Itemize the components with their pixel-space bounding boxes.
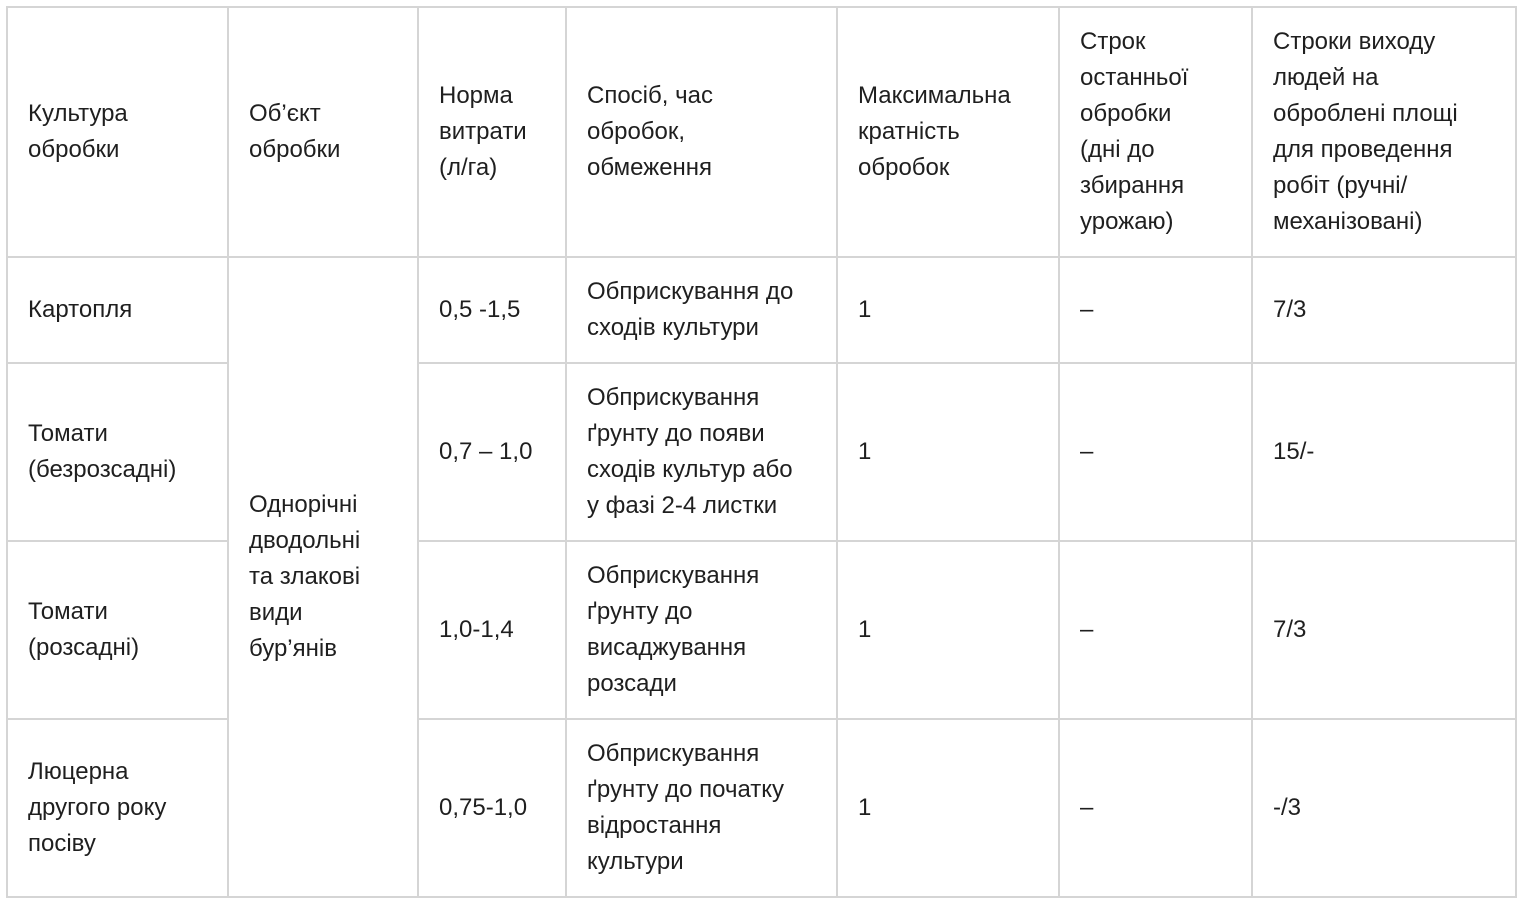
- cell-rate: 0,5 -1,5: [418, 257, 566, 363]
- cell-exit-terms: 15/-: [1252, 363, 1516, 541]
- header-exit-terms: Строки виходу людей на оброблені площі для проведення робіт (ручні/ механізовані): [1252, 7, 1516, 257]
- header-object: Об’єкт обробки: [228, 7, 418, 257]
- cell-method: Обприскування ґрунту до висаджування розсади: [566, 541, 837, 719]
- header-method: Спосіб, час обробок, обмеження: [566, 7, 837, 257]
- header-culture: Культура обробки: [7, 7, 228, 257]
- cell-culture: Картопля: [7, 257, 228, 363]
- cell-culture: Томати (розсадні): [7, 541, 228, 719]
- cell-max-treatments: 1: [837, 541, 1059, 719]
- header-last-treatment: Строк останньої обробки (дні до збирання урожаю): [1059, 7, 1252, 257]
- cell-object-shared: Однорічні дводольні та злакові види бур’янів: [228, 257, 418, 897]
- cell-rate: 1,0-1,4: [418, 541, 566, 719]
- herbicide-application-table: [6, 6, 1517, 898]
- cell-exit-terms: 7/3: [1252, 257, 1516, 363]
- cell-culture: Люцерна другого року посіву: [7, 719, 228, 897]
- cell-rate: 0,75-1,0: [418, 719, 566, 897]
- cell-last-treatment: –: [1059, 363, 1252, 541]
- cell-exit-terms: 7/3: [1252, 541, 1516, 719]
- header-rate: Норма витрати (л/га): [418, 7, 566, 257]
- cell-last-treatment: –: [1059, 541, 1252, 719]
- cell-max-treatments: 1: [837, 257, 1059, 363]
- cell-exit-terms: -/3: [1252, 719, 1516, 897]
- header-max-treatments: Максимальна кратність обробок: [837, 7, 1059, 257]
- cell-rate: 0,7 – 1,0: [418, 363, 566, 541]
- cell-max-treatments: 1: [837, 719, 1059, 897]
- cell-max-treatments: 1: [837, 363, 1059, 541]
- cell-culture: Томати (безрозсадні): [7, 363, 228, 541]
- cell-last-treatment: –: [1059, 257, 1252, 363]
- cell-method: Обприскування ґрунту до появи сходів культур або у фазі 2-4 листки: [566, 363, 837, 541]
- table-header-row: [7, 7, 1516, 257]
- table-row: [7, 257, 1516, 363]
- cell-method: Обприскування ґрунту до початку відростання культури: [566, 719, 837, 897]
- cell-last-treatment: –: [1059, 719, 1252, 897]
- cell-method: Обприскування до сходів культури: [566, 257, 837, 363]
